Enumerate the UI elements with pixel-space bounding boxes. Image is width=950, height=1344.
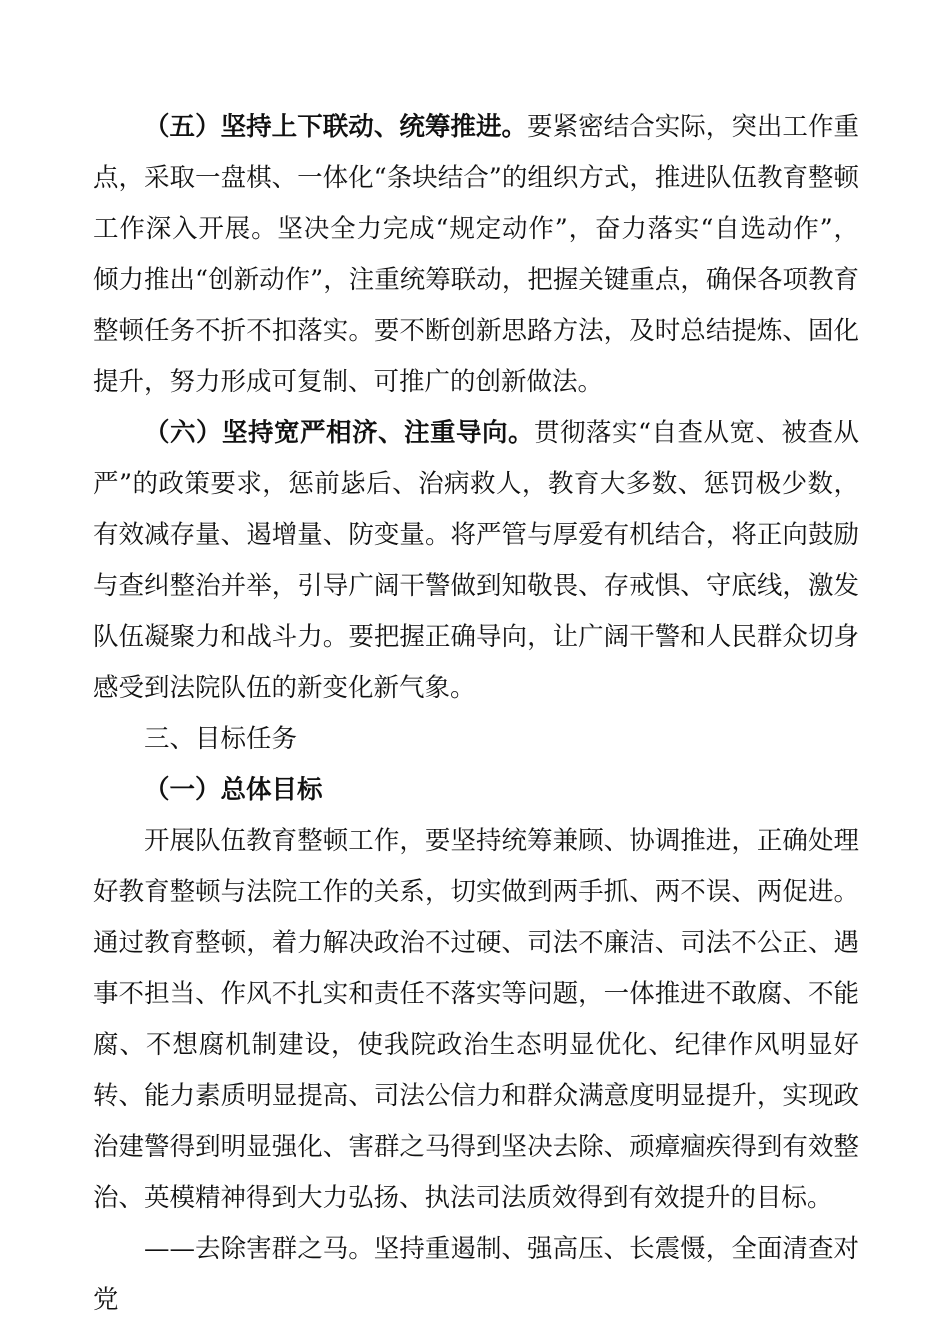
overall-goal-paragraph: 开展队伍教育整顿工作，要坚持统筹兼顾、协调推进，正确处理好教育整顿与法院工作的关系，切实做到两手抓、两不误、两促进。通过教育整顿，着力解决政治不过硬、司法不廉洁、司法不公正、遇事不担当、作风不扎实和责任不落实等问题，一体推进不敢腐、不能腐、不想腐机制建设，使我院政治生态明显优化、纪律作风明显好转、能力素质明显提高、司法公信力和群众满意度明显提升，实现政治建警得到明显强化、害群之马得到坚决去除、顽瘴痼疾得到有效整治、英模精神得到大力弘扬、执法司法质效得到有效提升的目标。 [93,826,859,1213]
document-page [93,102,859,1326]
paragraph-five-heading: （五）坚持上下联动、统筹推进。 [144,112,528,142]
paragraph-five-body: 要紧密结合实际，突出工作重点，采取一盘棋、一体化“条块结合”的组织方式，推进队伍教育整顿工作深入开展。坚决全力完成“规定动作”，奋力落实“自选动作”，倾力推出“创新动作”，注重统筹联动，把握关键重点，确保各项教育整顿任务不折不扣落实。要不断创新思路方法，及时总结提炼、固化提升，努力形成可复制、可推广的创新做法。 [93,112,859,397]
paragraph-five [93,102,859,408]
paragraph-six-body: 贯彻落实“自查从宽、被查从严”的政策要求，惩前毖后、治病救人，教育大多数、惩罚极少数，有效减存量、遏增量、防变量。将严管与厚爱有机结合，将正向鼓励与查纠整治并举，引导广阔干警做到知敬畏、存戒惧、守底线，激发队伍凝聚力和战斗力。要把握正确导向，让广阔干警和人民群众切身感受到法院队伍的新变化新气象。 [93,418,859,703]
section-title: 三、目标任务 [144,724,298,754]
remove-bad-elements-paragraph: ——去除害群之马。坚持重遏制、强高压、长震慑，全面清查对党 [93,1234,859,1315]
paragraph-six-heading: （六）坚持宽严相济、注重导向。 [144,418,534,448]
paragraph-six [93,408,859,714]
subsection-title: （一）总体目标 [144,775,323,805]
